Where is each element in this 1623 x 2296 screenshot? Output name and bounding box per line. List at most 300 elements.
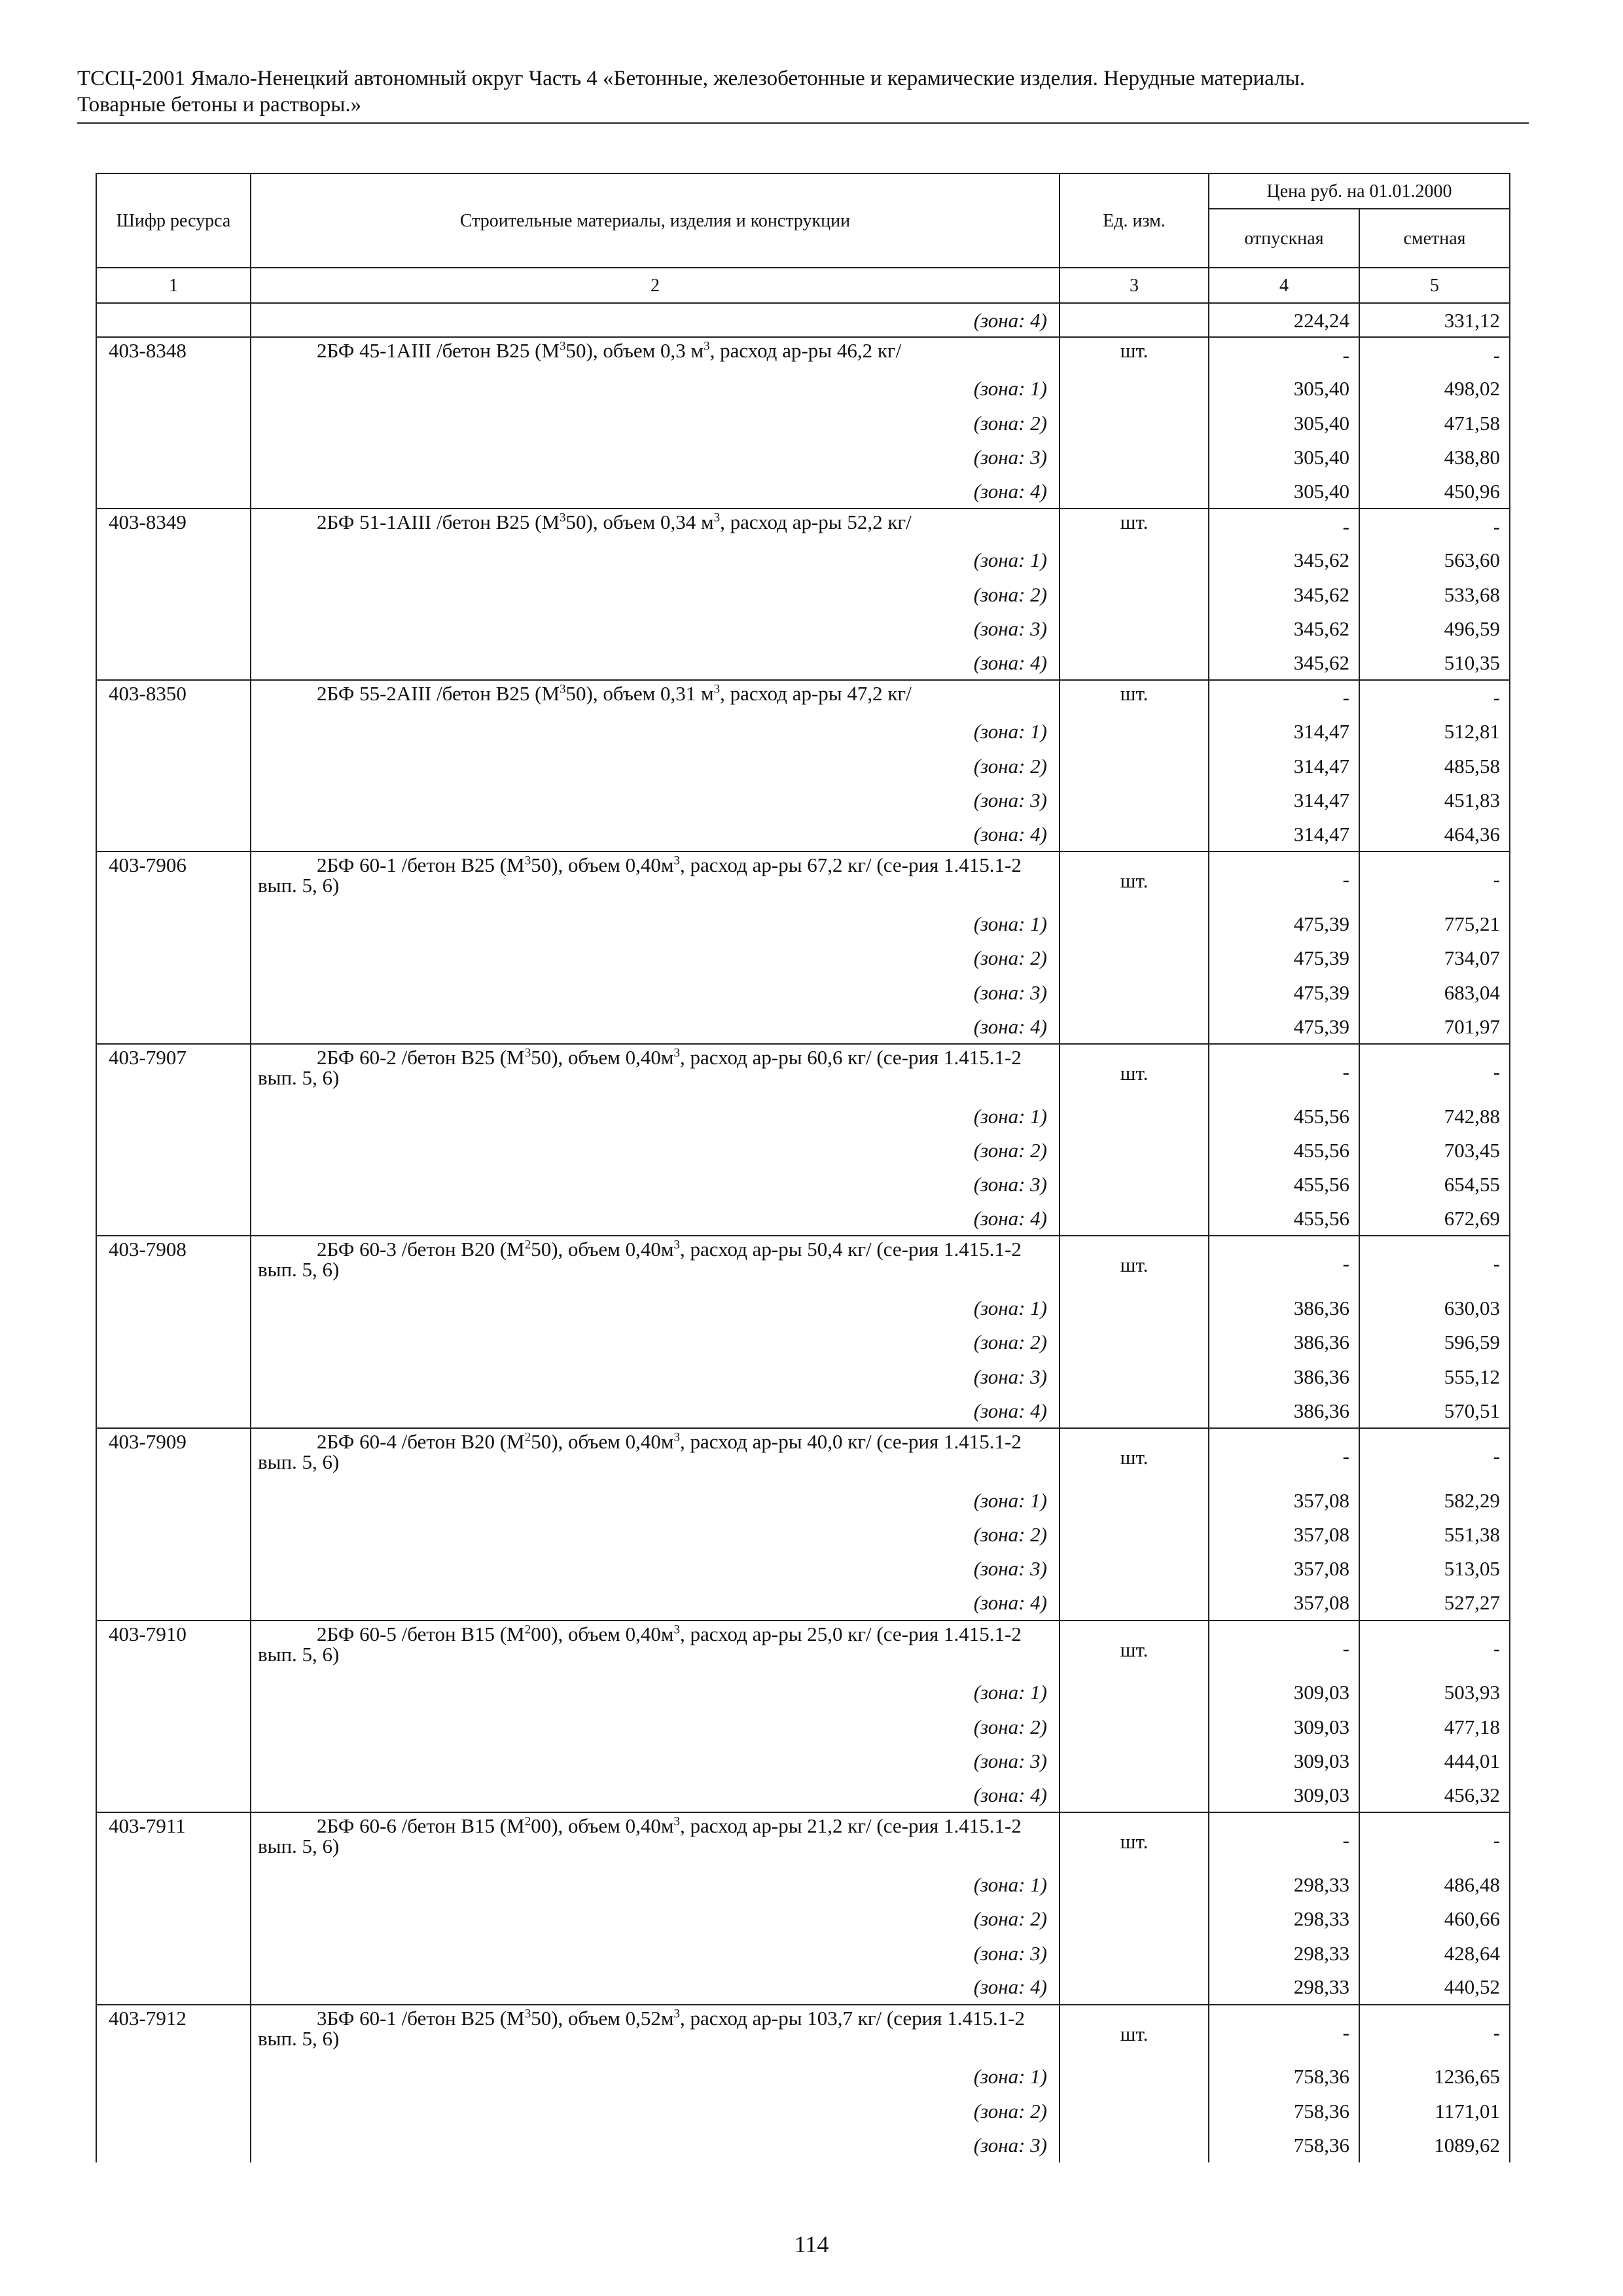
- table-cell: [96, 2128, 251, 2162]
- resource-code: 403-7912: [96, 2005, 251, 2060]
- table-cell: [1060, 749, 1209, 783]
- table-cell: [96, 1483, 251, 1517]
- release-price: -: [1209, 680, 1359, 714]
- table-cell: [96, 1586, 251, 1620]
- table-cell: [1060, 1168, 1209, 1202]
- resource-code: 403-8348: [96, 337, 251, 371]
- unit: шт.: [1060, 1236, 1209, 1291]
- zone-label: (зона: 2): [251, 577, 1060, 611]
- table-cell: [96, 715, 251, 749]
- table-cell: [1060, 1676, 1209, 1710]
- zone-row: [96, 1325, 1510, 1359]
- table-cell: [96, 1394, 251, 1428]
- zone-label: (зона: 3): [251, 1936, 1060, 1970]
- release-price: 386,36: [1209, 1394, 1359, 1428]
- table-cell: [96, 1901, 251, 1935]
- estimate-price: 456,32: [1359, 1778, 1510, 1812]
- zone-label: (зона: 4): [251, 1394, 1060, 1428]
- estimate-price: 742,88: [1359, 1099, 1510, 1133]
- item-description: [251, 1428, 1060, 1483]
- desc-sup: 3: [704, 340, 710, 354]
- zone-label: (зона: 1): [251, 715, 1060, 749]
- unit: шт.: [1060, 1621, 1209, 1676]
- zone-label: (зона: 3): [251, 1552, 1060, 1586]
- desc-part: 50), объем 0,40м: [531, 1238, 674, 1261]
- zone-label: (зона: 4): [251, 1586, 1060, 1620]
- zone-label: (зона: 1): [251, 1676, 1060, 1710]
- release-price: 309,03: [1209, 1710, 1359, 1744]
- col-number-2: 2: [251, 268, 1060, 303]
- table-cell: [96, 1710, 251, 1744]
- zone-label: (зона: 4): [251, 1202, 1060, 1236]
- zone-row: [96, 906, 1510, 941]
- release-price: 357,08: [1209, 1552, 1359, 1586]
- estimate-price: 683,04: [1359, 975, 1510, 1009]
- estimate-price: 654,55: [1359, 1168, 1510, 1202]
- unit: шт.: [1060, 337, 1209, 371]
- table-cell: [1060, 440, 1209, 475]
- table-cell: [1060, 1325, 1209, 1359]
- estimate-price: 734,07: [1359, 941, 1510, 975]
- release-price: -: [1209, 1621, 1359, 1676]
- table-cell: [96, 1168, 251, 1202]
- table-cell: [1060, 1901, 1209, 1935]
- table-cell: [1060, 715, 1209, 749]
- zone-row: [96, 1901, 1510, 1935]
- zone-label: (зона: 1): [251, 543, 1060, 577]
- release-price: 475,39: [1209, 906, 1359, 941]
- estimate-price: 527,27: [1359, 1586, 1510, 1620]
- zone-label: (зона: 4): [251, 475, 1060, 509]
- col-estimate-header: сметная: [1359, 209, 1510, 268]
- table-cell: [96, 817, 251, 852]
- release-price: 305,40: [1209, 475, 1359, 509]
- zone-row: [96, 440, 1510, 475]
- table-cell: [1060, 1291, 1209, 1325]
- release-price: 357,08: [1209, 1483, 1359, 1517]
- zone-row: [96, 372, 1510, 406]
- release-price: 345,62: [1209, 543, 1359, 577]
- unit: шт.: [1060, 852, 1209, 906]
- zone-row: [96, 1009, 1510, 1043]
- item-description: [251, 337, 1060, 371]
- table-cell: [1060, 372, 1209, 406]
- estimate-price: -: [1359, 1812, 1510, 1867]
- table-row: [96, 1812, 1510, 1867]
- zone-row: [96, 817, 1510, 852]
- release-price: 309,03: [1209, 1778, 1359, 1812]
- release-price: 298,33: [1209, 1970, 1359, 2004]
- table-cell: [1060, 1483, 1209, 1517]
- release-price: 298,33: [1209, 1936, 1359, 1970]
- table-row: [96, 2005, 1510, 2060]
- unit: шт.: [1060, 1812, 1209, 1867]
- desc-part: 2БФ 60-4 /бетон В20 (М: [317, 1429, 525, 1453]
- table-cell: [96, 1359, 251, 1393]
- desc-part: 50), объем 0,31 м: [565, 682, 714, 706]
- desc-sup: 2: [524, 1623, 531, 1637]
- release-price: 357,08: [1209, 1586, 1359, 1620]
- desc-part: 2БФ 60-1 /бетон В25 (М: [317, 853, 525, 877]
- table-cell: [1060, 1133, 1209, 1167]
- release-price: 298,33: [1209, 1867, 1359, 1901]
- price-table: [96, 173, 1510, 2162]
- item-description: [251, 1812, 1060, 1867]
- desc-part: , расход ар-ры 52,2 кг/: [720, 511, 912, 534]
- desc-sup: 3: [673, 1430, 681, 1444]
- table-cell: [1060, 1359, 1209, 1393]
- column-number-row: [96, 268, 1510, 303]
- table-cell: [1060, 1099, 1209, 1133]
- release-price: 309,03: [1209, 1676, 1359, 1710]
- release-price: 305,40: [1209, 440, 1359, 475]
- item-description: [251, 852, 1060, 906]
- estimate-price: 701,97: [1359, 1009, 1510, 1043]
- desc-sup: 3: [524, 1046, 531, 1060]
- table-cell: [96, 1778, 251, 1812]
- release-price: -: [1209, 1812, 1359, 1867]
- table-cell: [1060, 543, 1209, 577]
- table-cell: [96, 612, 251, 646]
- table-row: [96, 1428, 1510, 1483]
- unit: шт.: [1060, 2005, 1209, 2060]
- zone-label: (зона: 2): [251, 1901, 1060, 1935]
- zone-label: (зона: 4): [251, 1970, 1060, 2004]
- zone-label: (зона: 1): [251, 1483, 1060, 1517]
- resource-code: 403-8349: [96, 509, 251, 543]
- estimate-price: 582,29: [1359, 1483, 1510, 1517]
- release-price: 357,08: [1209, 1517, 1359, 1551]
- table-cell: [96, 1517, 251, 1551]
- resource-code: 403-7911: [96, 1812, 251, 1867]
- table-cell: [96, 749, 251, 783]
- zone-row: [96, 1778, 1510, 1812]
- table-cell: [96, 1099, 251, 1133]
- document-header: [77, 65, 1529, 118]
- unit: шт.: [1060, 1428, 1209, 1483]
- release-price: 455,56: [1209, 1168, 1359, 1202]
- estimate-price: 1236,65: [1359, 2060, 1510, 2094]
- table-cell: [1060, 1744, 1209, 1778]
- estimate-price: 513,05: [1359, 1552, 1510, 1586]
- estimate-price: 775,21: [1359, 906, 1510, 941]
- release-price: 345,62: [1209, 646, 1359, 680]
- zone-label: (зона: 2): [251, 2094, 1060, 2128]
- table-cell: [96, 1009, 251, 1043]
- table-cell: [1060, 1009, 1209, 1043]
- desc-part: , расход ар-ры 25,0 кг/ (се-рия 1.415.1-2 вып. 5, 6): [258, 1622, 1022, 1666]
- table-cell: [96, 1936, 251, 1970]
- estimate-price: 464,36: [1359, 817, 1510, 852]
- table-cell: [96, 543, 251, 577]
- estimate-price: 440,52: [1359, 1970, 1510, 2004]
- estimate-price: -: [1359, 337, 1510, 371]
- table-cell: [96, 783, 251, 817]
- zone-label: (зона: 3): [251, 1744, 1060, 1778]
- table-row: [96, 337, 1510, 371]
- estimate-price: 1171,01: [1359, 2094, 1510, 2128]
- table-cell: [96, 577, 251, 611]
- estimate-price: 596,59: [1359, 1325, 1510, 1359]
- zone-label: (зона: 3): [251, 1168, 1060, 1202]
- estimate-price: 471,58: [1359, 406, 1510, 440]
- desc-part: 2БФ 45-1АIII /бетон В25 (М: [317, 339, 560, 363]
- release-price: 758,36: [1209, 2128, 1359, 2162]
- release-price: 386,36: [1209, 1359, 1359, 1393]
- zone-row: [96, 1099, 1510, 1133]
- table-row: [96, 1236, 1510, 1291]
- table-cell: [1060, 1394, 1209, 1428]
- zone-row: [96, 1168, 1510, 1202]
- release-price: -: [1209, 852, 1359, 906]
- zone-row: [96, 941, 1510, 975]
- zone-label: (зона: 2): [251, 406, 1060, 440]
- carry-over-row: [96, 303, 1510, 337]
- table-cell: [1060, 475, 1209, 509]
- zone-row: [96, 715, 1510, 749]
- estimate-price: 551,38: [1359, 1517, 1510, 1551]
- table-cell: [1060, 1936, 1209, 1970]
- estimate-price: 498,02: [1359, 372, 1510, 406]
- estimate-price: 555,12: [1359, 1359, 1510, 1393]
- estimate-price: -: [1359, 2005, 1510, 2060]
- desc-part: , расход ар-ры 67,2 кг/ (се-рия 1.415.1-2 вып. 5, 6): [258, 853, 1022, 897]
- release-price: 224,24: [1209, 303, 1359, 337]
- zone-label: (зона: 1): [251, 2060, 1060, 2094]
- unit: шт.: [1060, 509, 1209, 543]
- release-price: 386,36: [1209, 1325, 1359, 1359]
- resource-code: 403-8350: [96, 680, 251, 714]
- zone-row: [96, 2094, 1510, 2128]
- col-price-header: Цена руб. на 01.01.2000: [1209, 173, 1510, 209]
- estimate-price: 533,68: [1359, 577, 1510, 611]
- table-row: [96, 1621, 1510, 1676]
- release-price: 475,39: [1209, 1009, 1359, 1043]
- estimate-price: 486,48: [1359, 1867, 1510, 1901]
- estimate-price: 510,35: [1359, 646, 1510, 680]
- zone-label: (зона: 2): [251, 941, 1060, 975]
- zone-row: [96, 1291, 1510, 1325]
- zone-label: (зона: 4): [251, 817, 1060, 852]
- estimate-price: 503,93: [1359, 1676, 1510, 1710]
- desc-part: 50), объем 0,40м: [531, 853, 674, 877]
- release-price: -: [1209, 2005, 1359, 2060]
- table-cell: [96, 1291, 251, 1325]
- zone-label: (зона: 4): [251, 1778, 1060, 1812]
- table-cell: [96, 1552, 251, 1586]
- table-cell: [1060, 1517, 1209, 1551]
- release-price: 455,56: [1209, 1133, 1359, 1167]
- table-cell: [96, 1325, 251, 1359]
- desc-part: , расход ар-ры 103,7 кг/ (серия 1.415.1-2 вып. 5, 6): [258, 2006, 1026, 2050]
- estimate-price: -: [1359, 1621, 1510, 1676]
- estimate-price: 703,45: [1359, 1133, 1510, 1167]
- table-cell: [1060, 612, 1209, 646]
- zone-label: (зона: 1): [251, 372, 1060, 406]
- table-cell: [1060, 1970, 1209, 2004]
- zone-row: [96, 749, 1510, 783]
- desc-part: , расход ар-ры 46,2 кг/: [709, 339, 902, 363]
- table-cell: [96, 1744, 251, 1778]
- zone-label: (зона: 1): [251, 1291, 1060, 1325]
- zone-row: [96, 475, 1510, 509]
- zone-row: [96, 1202, 1510, 1236]
- resource-code: 403-7908: [96, 1236, 251, 1291]
- estimate-price: 438,80: [1359, 440, 1510, 475]
- estimate-price: -: [1359, 852, 1510, 906]
- desc-part: 50), объем 0,52м: [531, 2006, 674, 2030]
- zone-row: [96, 783, 1510, 817]
- release-price: 305,40: [1209, 372, 1359, 406]
- desc-part: 2БФ 51-1АIII /бетон В25 (М: [317, 511, 560, 534]
- zone-row: [96, 1710, 1510, 1744]
- table-cell: [96, 1970, 251, 2004]
- zone-row: [96, 1359, 1510, 1393]
- desc-part: 2БФ 60-5 /бетон В15 (М: [317, 1622, 525, 1645]
- zone-row: [96, 2128, 1510, 2162]
- desc-sup: 3: [673, 1238, 681, 1253]
- table-row: [96, 680, 1510, 714]
- table-cell: [96, 646, 251, 680]
- release-price: 386,36: [1209, 1291, 1359, 1325]
- estimate-price: 444,01: [1359, 1744, 1510, 1778]
- table-cell: [1060, 577, 1209, 611]
- desc-part: 50), объем 0,34 м: [565, 511, 714, 534]
- desc-sup: 3: [524, 2007, 531, 2021]
- table-cell: [1060, 1202, 1209, 1236]
- zone-row: [96, 406, 1510, 440]
- estimate-price: 477,18: [1359, 1710, 1510, 1744]
- desc-sup: 3: [673, 1814, 681, 1829]
- release-price: 345,62: [1209, 612, 1359, 646]
- estimate-price: 512,81: [1359, 715, 1510, 749]
- release-price: 314,47: [1209, 817, 1359, 852]
- estimate-price: 496,59: [1359, 612, 1510, 646]
- table-cell: [96, 975, 251, 1009]
- table-cell: [1060, 975, 1209, 1009]
- unit: шт.: [1060, 680, 1209, 714]
- col-number-5: 5: [1359, 268, 1510, 303]
- release-price: 475,39: [1209, 975, 1359, 1009]
- col-number-4: 4: [1209, 268, 1359, 303]
- zone-label: (зона: 3): [251, 2128, 1060, 2162]
- desc-sup: 2: [524, 1430, 531, 1444]
- table-cell: [1060, 2060, 1209, 2094]
- table-cell: [1060, 941, 1209, 975]
- zone-row: [96, 1744, 1510, 1778]
- col-number-1: 1: [96, 268, 251, 303]
- estimate-price: 485,58: [1359, 749, 1510, 783]
- estimate-price: 563,60: [1359, 543, 1510, 577]
- table-cell: [1060, 303, 1209, 337]
- desc-sup: 3: [673, 2007, 681, 2021]
- desc-part: , расход ар-ры 47,2 кг/: [720, 682, 912, 706]
- table-cell: [96, 303, 251, 337]
- item-description: [251, 1236, 1060, 1291]
- table-cell: [1060, 783, 1209, 817]
- table-cell: [1060, 2094, 1209, 2128]
- table-cell: [1060, 406, 1209, 440]
- table-cell: [1060, 1586, 1209, 1620]
- zone-row: [96, 1517, 1510, 1551]
- estimate-price: -: [1359, 509, 1510, 543]
- table-cell: [1060, 646, 1209, 680]
- desc-part: , расход ар-ры 50,4 кг/ (се-рия 1.415.1-2 вып. 5, 6): [258, 1238, 1022, 1282]
- release-price: -: [1209, 1236, 1359, 1291]
- resource-code: 403-7906: [96, 852, 251, 906]
- zone-label: (зона: 3): [251, 1359, 1060, 1393]
- zone-row: [96, 1552, 1510, 1586]
- resource-code: 403-7910: [96, 1621, 251, 1676]
- resource-code: 403-7909: [96, 1428, 251, 1483]
- estimate-price: -: [1359, 1044, 1510, 1099]
- col-number-3: 3: [1060, 268, 1209, 303]
- zone-row: [96, 1483, 1510, 1517]
- desc-sup: 3: [524, 853, 531, 868]
- zone-row: [96, 2060, 1510, 2094]
- estimate-price: -: [1359, 680, 1510, 714]
- zone-row: [96, 975, 1510, 1009]
- desc-part: , расход ар-ры 21,2 кг/ (се-рия 1.415.1-2 вып. 5, 6): [258, 1814, 1022, 1858]
- desc-part: 2БФ 60-2 /бетон В25 (М: [317, 1045, 525, 1069]
- release-price: -: [1209, 509, 1359, 543]
- item-description: [251, 509, 1060, 543]
- zone-label: (зона: 3): [251, 975, 1060, 1009]
- zone-label: (зона: 4): [251, 303, 1060, 337]
- estimate-price: 570,51: [1359, 1394, 1510, 1428]
- desc-part: 50), объем 0,40м: [531, 1045, 674, 1069]
- release-price: 314,47: [1209, 715, 1359, 749]
- item-description: [251, 680, 1060, 714]
- table-header-row-1: [96, 173, 1510, 209]
- table-cell: [1060, 1867, 1209, 1901]
- table-cell: [1060, 1778, 1209, 1812]
- table-cell: [96, 2094, 251, 2128]
- item-description: [251, 2005, 1060, 2060]
- release-price: -: [1209, 1428, 1359, 1483]
- estimate-price: 460,66: [1359, 1901, 1510, 1935]
- table-cell: [96, 475, 251, 509]
- zone-label: (зона: 2): [251, 1710, 1060, 1744]
- table-cell: [96, 1867, 251, 1901]
- zone-label: (зона: 4): [251, 646, 1060, 680]
- table-cell: [96, 2060, 251, 2094]
- release-price: 309,03: [1209, 1744, 1359, 1778]
- table-cell: [1060, 1710, 1209, 1744]
- zone-label: (зона: 2): [251, 1133, 1060, 1167]
- zone-row: [96, 1867, 1510, 1901]
- desc-sup: 3: [673, 1623, 681, 1637]
- table-row: [96, 852, 1510, 906]
- desc-part: 00), объем 0,40м: [531, 1622, 674, 1645]
- col-unit-header: Ед. изм.: [1060, 173, 1209, 268]
- desc-sup: 3: [713, 682, 721, 696]
- zone-row: [96, 577, 1510, 611]
- release-price: 758,36: [1209, 2094, 1359, 2128]
- estimate-price: 450,96: [1359, 475, 1510, 509]
- estimate-price: 672,69: [1359, 1202, 1510, 1236]
- unit: шт.: [1060, 1044, 1209, 1099]
- zone-row: [96, 1936, 1510, 1970]
- release-price: 314,47: [1209, 749, 1359, 783]
- release-price: 758,36: [1209, 2060, 1359, 2094]
- zone-row: [96, 612, 1510, 646]
- page-number: 114: [794, 2231, 829, 2257]
- table-cell: [96, 372, 251, 406]
- desc-sup: 2: [524, 1814, 531, 1829]
- release-price: 298,33: [1209, 1901, 1359, 1935]
- release-price: -: [1209, 337, 1359, 371]
